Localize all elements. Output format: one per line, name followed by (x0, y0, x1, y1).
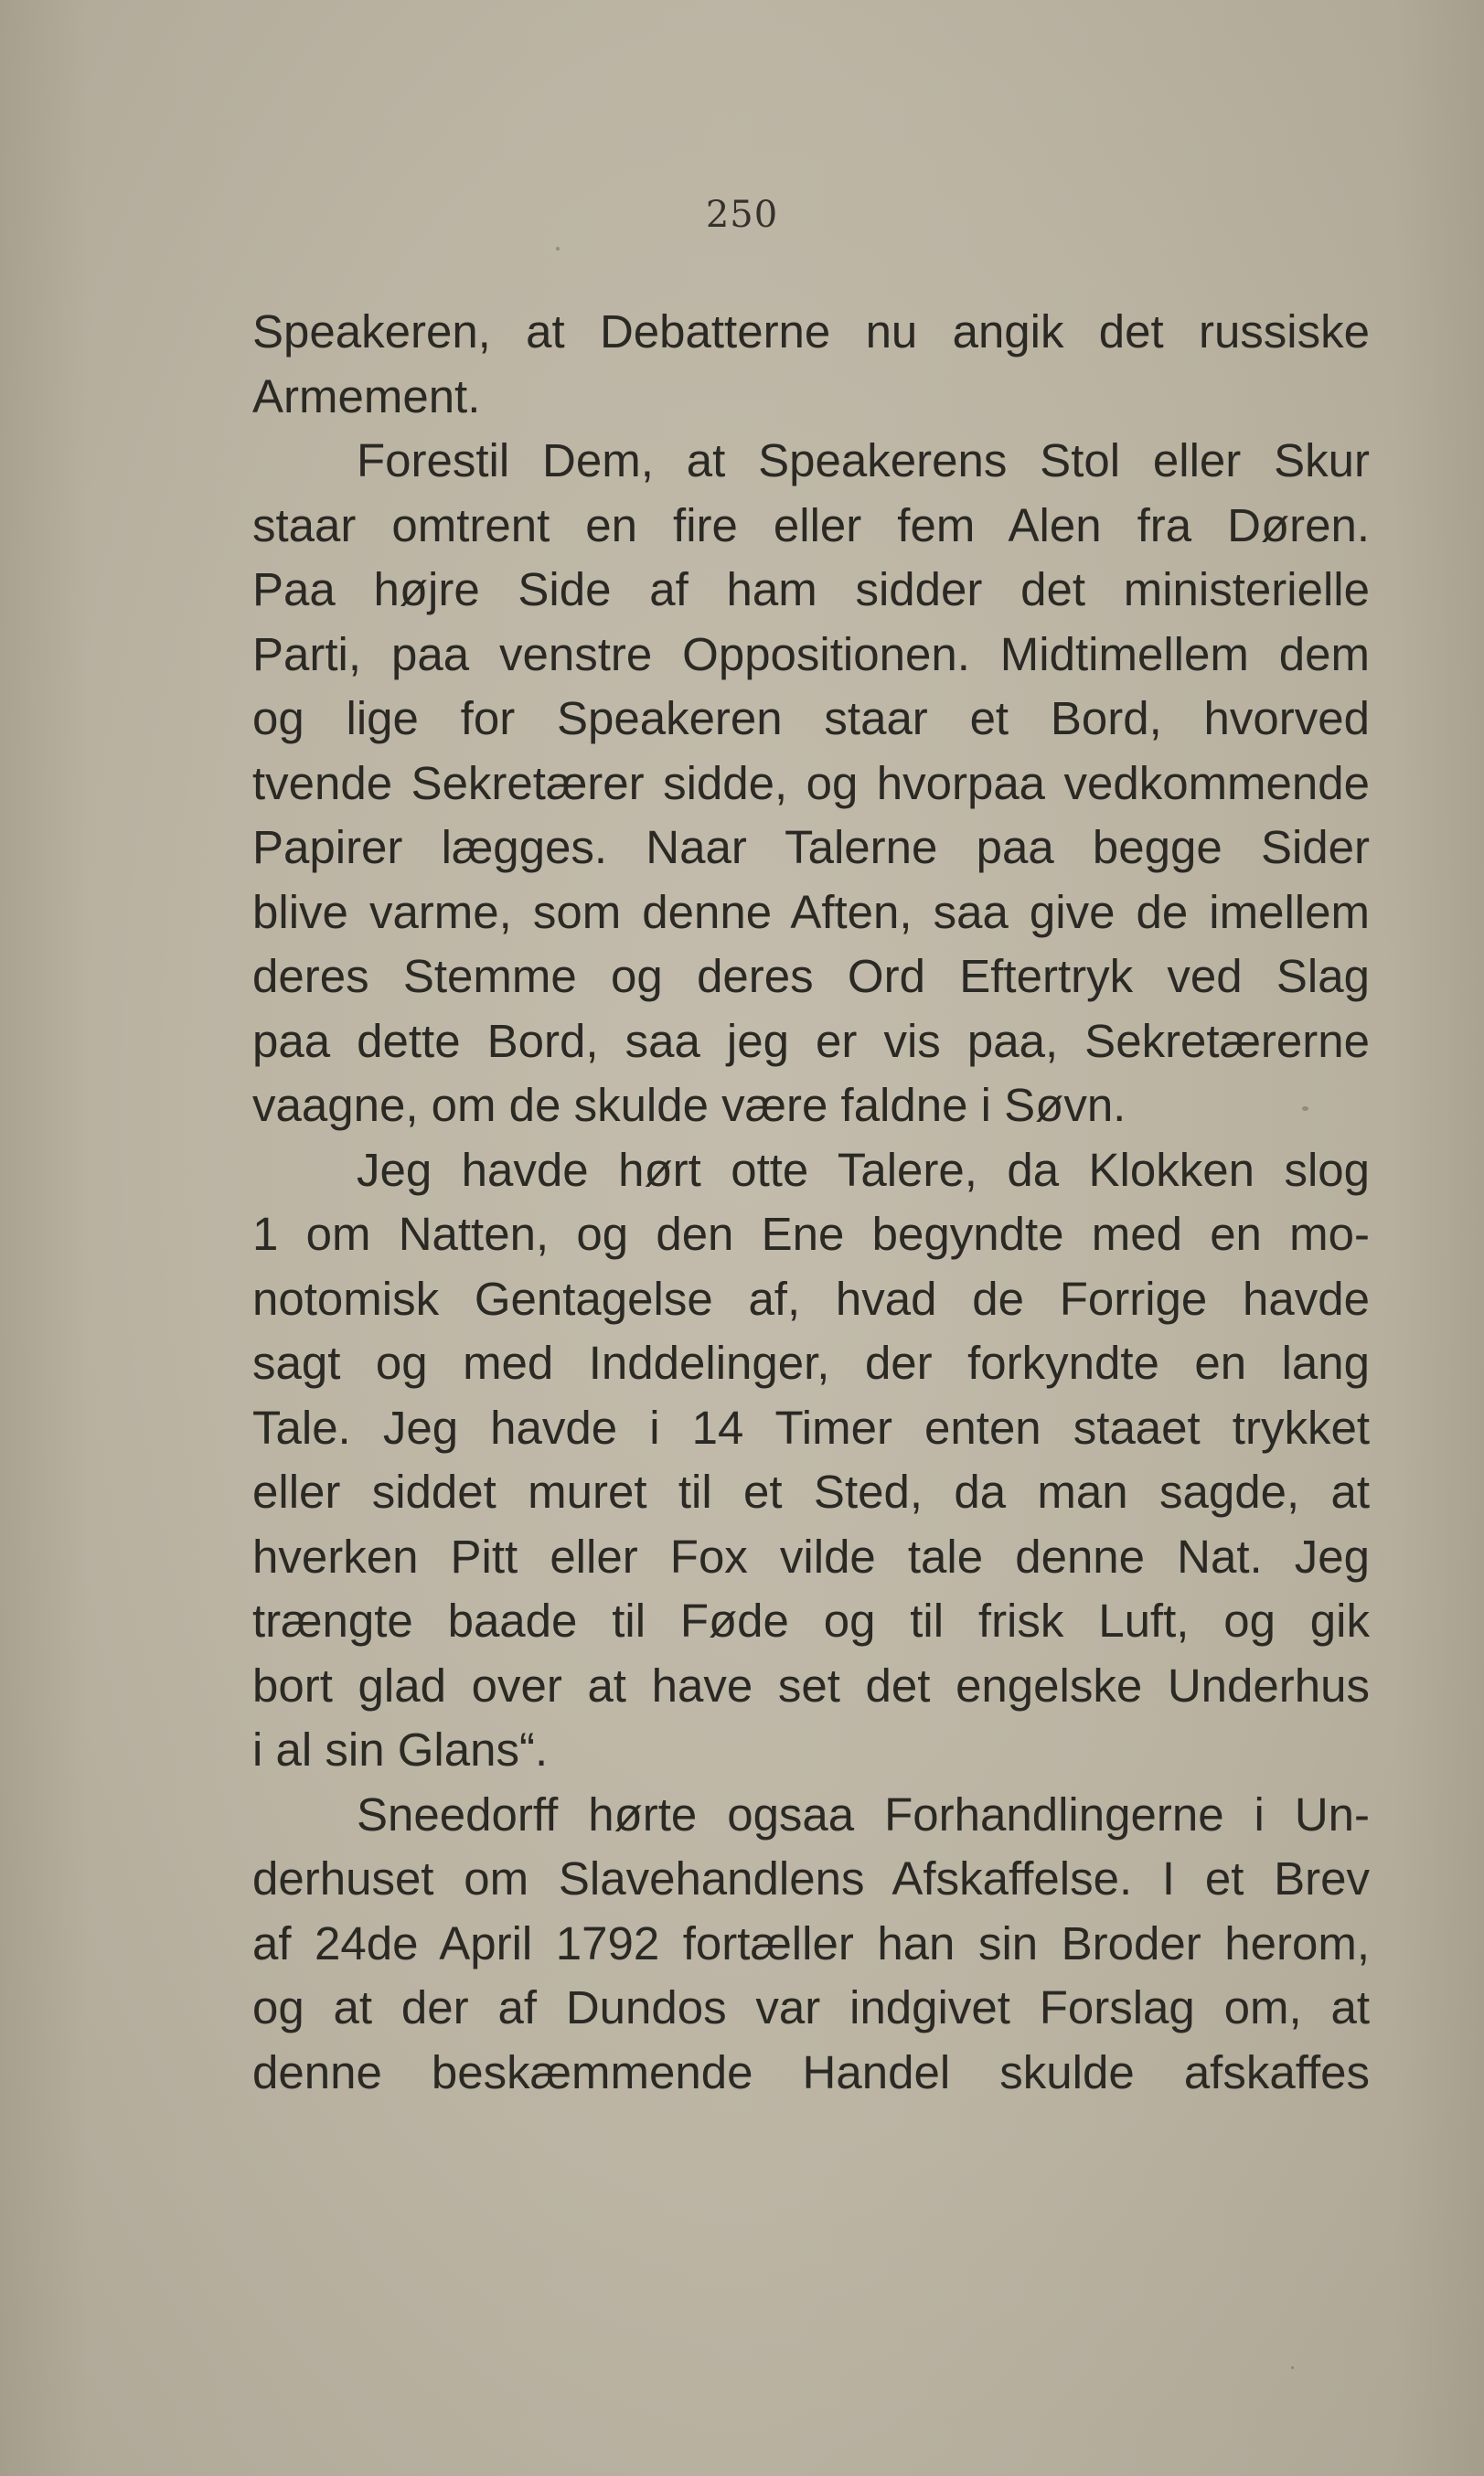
text-line: sagt og med Inddelinger, der forkyndte en lang (252, 1337, 1370, 1389)
text-line: i al sin Glans“. (252, 1724, 549, 1776)
text-line: hverken Pitt eller Fox vilde tale denne Nat. Jeg (252, 1530, 1370, 1583)
text-line: Forestil Dem, at Speakerens Stol eller Skur (357, 434, 1370, 486)
text-line: deres Stemme og deres Ord Eftertryk ved Slag (252, 950, 1370, 1002)
text-line: af 24de April 1792 fortæller han sin Broder herom, (252, 1916, 1370, 1969)
text-line: Paa højre Side af ham sidder det ministerielle (252, 563, 1370, 615)
paper-speck (556, 247, 560, 251)
text-line: eller siddet muret til et Sted, da man sagde, at (252, 1466, 1370, 1518)
text-line: blive varme, som denne Aften, saa give de imellem (252, 885, 1370, 938)
text-line: derhuset om Slavehandlens Afskaffelse. I et Brev (252, 1852, 1370, 1905)
text-line: Tale. Jeg havde i 14 Timer enten staaet trykket (252, 1401, 1370, 1454)
text-line: Speakeren, at Debatterne nu angik det russiske (252, 305, 1370, 358)
page-number: 250 (705, 194, 779, 236)
text-line: og at der af Dundos var indgivet Forslag om, at (252, 1981, 1370, 2033)
paper-speck (1302, 1106, 1308, 1111)
text-line: vaagne, om de skulde være faldne i Søvn. (252, 1079, 1126, 1131)
paper-speck (1291, 2366, 1294, 2369)
text-line: 1 om Natten, og den Ene begyndte med en mo- (252, 1208, 1370, 1260)
text-line: bort glad over at have set det engelske Underhus (252, 1659, 1370, 1712)
text-line: staar omtrent en fire eller fem Alen fra Døren. (252, 498, 1370, 551)
text-line: denne beskæmmende Handel skulde afskaffes (252, 2045, 1370, 2098)
text-line: trængte baade til Føde og til frisk Luft, og gik (252, 1595, 1370, 1647)
text-line: tvende Sekretærer sidde, og hvorpaa vedkommende (252, 756, 1370, 809)
text-line: og lige for Speakeren staar et Bord, hvorved (252, 692, 1370, 744)
text-line: Sneedorff hørte ogsaa Forhandlingerne i Un- (357, 1788, 1370, 1841)
text-line: notomisk Gentagelse af, hvad de Forrige havde (252, 1272, 1370, 1325)
text-line: Parti, paa venstre Oppositionen. Midtimellem dem (252, 627, 1370, 680)
text-line: Papirer lægges. Naar Talerne paa begge Sider (252, 821, 1370, 873)
text-line: Armement. (252, 369, 481, 422)
body-text (252, 300, 1370, 2105)
text-line: paa dette Bord, saa jeg er vis paa, Sekretærerne (252, 1014, 1370, 1067)
text-line: Jeg havde hørt otte Talere, da Klokken slog (357, 1143, 1370, 1196)
